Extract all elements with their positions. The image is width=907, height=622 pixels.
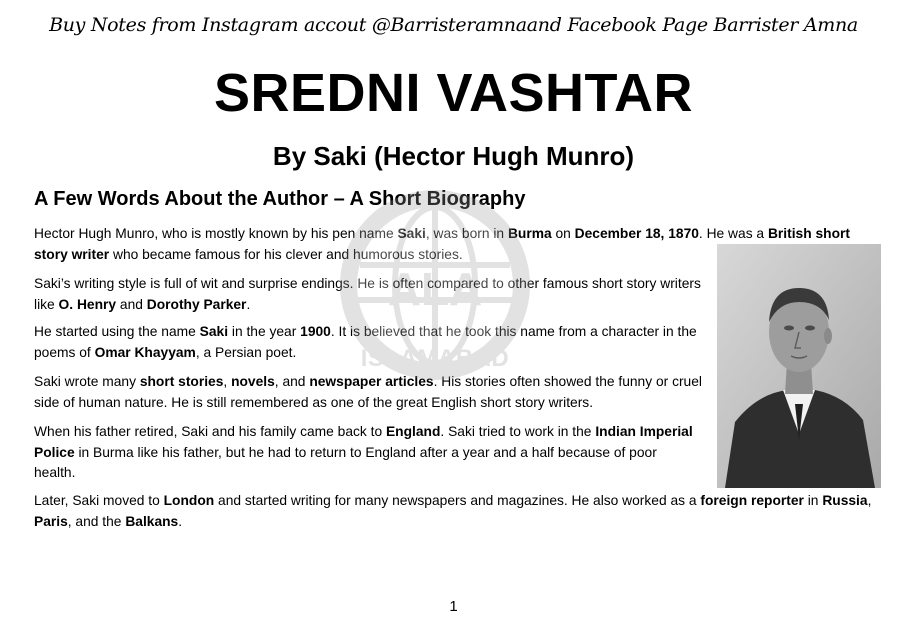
text-run: on: [551, 226, 575, 241]
text-run: . Saki tried to work in the: [440, 424, 596, 439]
text-run: .: [246, 296, 251, 312]
text-run: Saki wrote many: [34, 374, 140, 389]
text-run: who became famous for his clever and humorous stories.: [109, 246, 463, 262]
paragraph-2: [34, 274, 704, 315]
text-run: and started writing for many newspapers and magazines. He also worked as a: [214, 493, 701, 508]
bold-text-run: December 18, 1870: [574, 226, 699, 241]
page-number: 1: [449, 598, 458, 615]
paragraph-3: [34, 322, 704, 363]
watermark-logo-text: ALA: [387, 263, 483, 315]
bold-text-run: Balkans: [125, 513, 179, 529]
text-run: Saki’s writing style is full of wit and surprise endings. He is often compared to other famous short story writers like: [34, 276, 701, 312]
paragraph-4: [34, 372, 714, 413]
text-run: Later, Saki moved to: [34, 493, 164, 508]
text-run: , and the: [67, 513, 126, 529]
bold-text-run: short stories: [139, 374, 224, 389]
bold-text-run: Russia: [822, 493, 868, 508]
text-run: . It is believed that he took this name from a character in the poems of: [34, 324, 697, 360]
text-run: ,: [223, 374, 232, 389]
bold-text-run: newspaper articles: [309, 374, 434, 389]
bold-text-run: Paris: [34, 513, 68, 529]
text-run: . He was a: [698, 226, 768, 241]
author-portrait-image: [717, 244, 881, 488]
bold-text-run: novels: [231, 374, 275, 389]
bold-text-run: Indian Imperial Police: [34, 424, 693, 460]
text-run: Hector Hugh Munro, who is mostly known by his pen name: [34, 226, 398, 241]
text-run: . His stories often showed the funny or cruel side of human nature. He is still remembered as one of the great English short story writers.: [34, 374, 702, 410]
paragraph-6: [34, 491, 874, 532]
document-title: SREDNI VASHTAR: [213, 63, 694, 123]
bold-text-run: London: [163, 493, 215, 508]
header-note: Buy Notes from Instagram accout @Barristeramnaand Facebook Page Barrister Amna: [49, 14, 858, 36]
text-run: ,: [867, 493, 872, 508]
bold-text-run: England: [385, 424, 441, 439]
bold-text-run: foreign reporter: [700, 493, 804, 508]
text-run: in: [803, 493, 823, 508]
bold-text-run: Omar Khayyam: [94, 344, 196, 360]
text-run: and: [116, 296, 147, 312]
paragraph-5: [34, 422, 694, 484]
text-run: He started using the name: [34, 324, 200, 339]
bold-text-run: Dorothy Parker: [146, 296, 247, 312]
section-heading: A Few Words About the Author – A Short Biography: [34, 188, 526, 210]
text-run: in Burma like his father, but he had to return to England after a year and a half because of poor health.: [34, 444, 657, 480]
bold-text-run: 1900: [300, 324, 331, 339]
document-subtitle: By Saki (Hector Hugh Munro): [272, 141, 635, 171]
bold-text-run: Saki: [397, 226, 426, 241]
text-run: When his father retired, Saki and his family came back to: [34, 424, 386, 439]
bold-text-run: O. Henry: [58, 296, 117, 312]
watermark-label: ISLAMABAD: [360, 345, 510, 372]
bold-text-run: British short story writer: [34, 226, 850, 262]
text-run: , a Persian poet.: [195, 344, 297, 360]
bold-text-run: Saki: [199, 324, 229, 339]
text-run: , was born in: [425, 226, 508, 241]
text-run: , and: [274, 374, 310, 389]
bold-text-run: Burma: [507, 226, 552, 241]
text-run: in the year: [228, 324, 301, 339]
text-run: .: [178, 513, 183, 529]
